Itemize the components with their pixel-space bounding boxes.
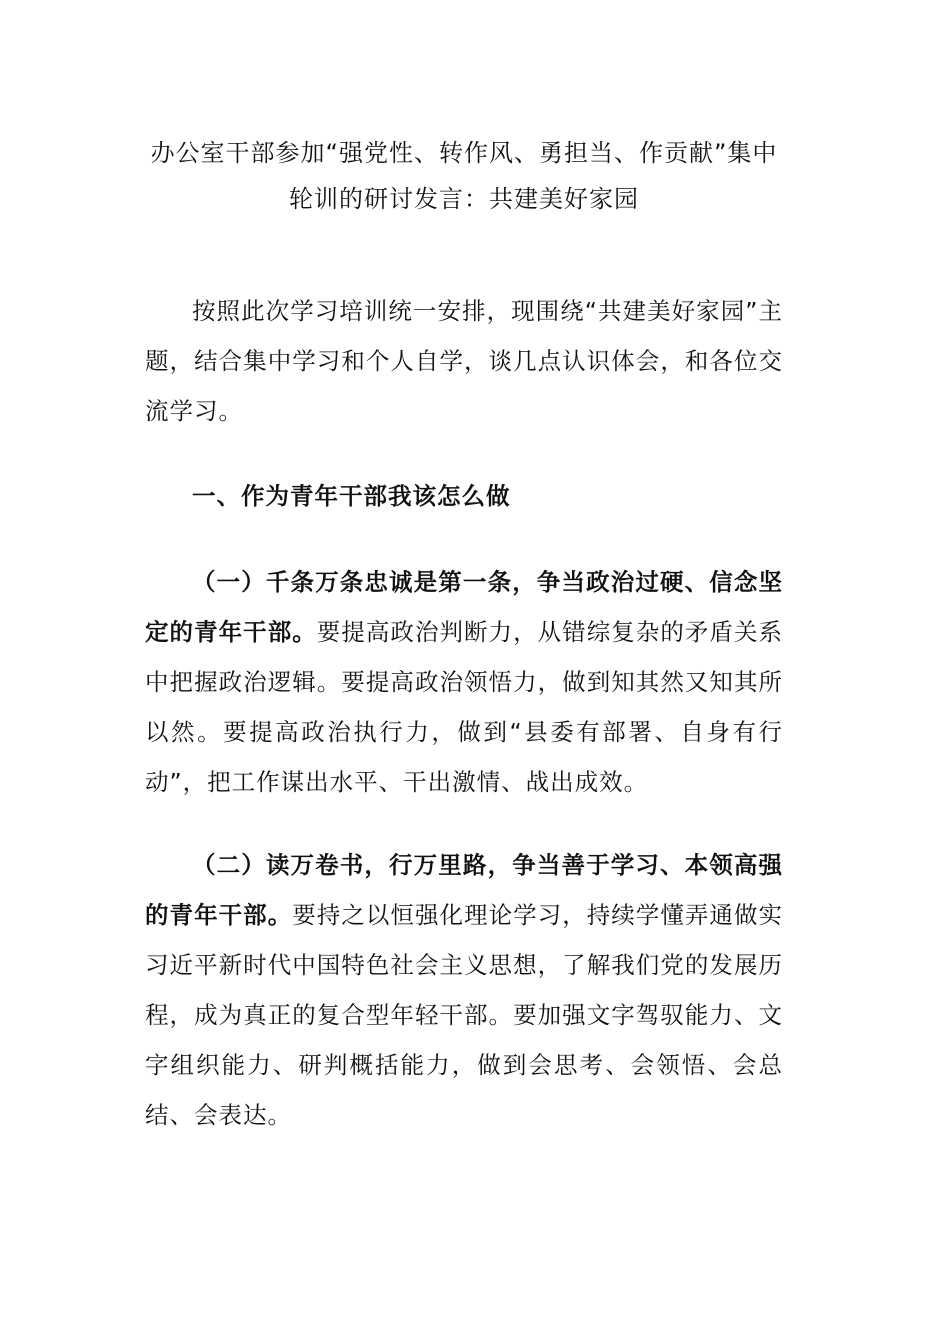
item-2-body: 要持之以恒强化理论学习，持续学懂弄通做实习近平新时代中国特色社会主义思想，了解我们党的发展历程，成为真正的复合型年轻干部。要加强文字驾驭能力、文字组织能力、研判概括能力，做到会思考、会领悟、会总结、会表达。 [145,900,784,1129]
item-2-lead: （二）读万卷书，行万里路，争当善于学习、本领高强的青年干部。 [145,850,783,929]
intro-paragraph: 按照此次学习培训统一安排，现围绕“共建美好家园”主题，结合集中学习和个人自学，谈几点认识体会，和各位交流学习。 [145,296,783,425]
document-title: 办公室干部参加“强党性、转作风、勇担当、作贡献”集中轮训的研讨发言：共建美好家园 [150,139,778,213]
section-heading: 一、作为青年干部我该怎么做 [192,481,511,510]
item-2-paragraph [145,840,783,1140]
item-1-lead: （一）千条万条忠诚是第一条，争当政治过硬、信念坚定的青年干部。 [145,567,783,646]
item-1-body: 要提高政治判断力，从错综复杂的矛盾关系中把握政治逻辑。要提高政治领悟力，做到知其然又知其所以然。要提高政治执行力，做到“县委有部署、自身有行动”，把工作谋出水平、干出激情、战出成效。 [145,617,784,796]
item-1-paragraph [145,557,783,807]
